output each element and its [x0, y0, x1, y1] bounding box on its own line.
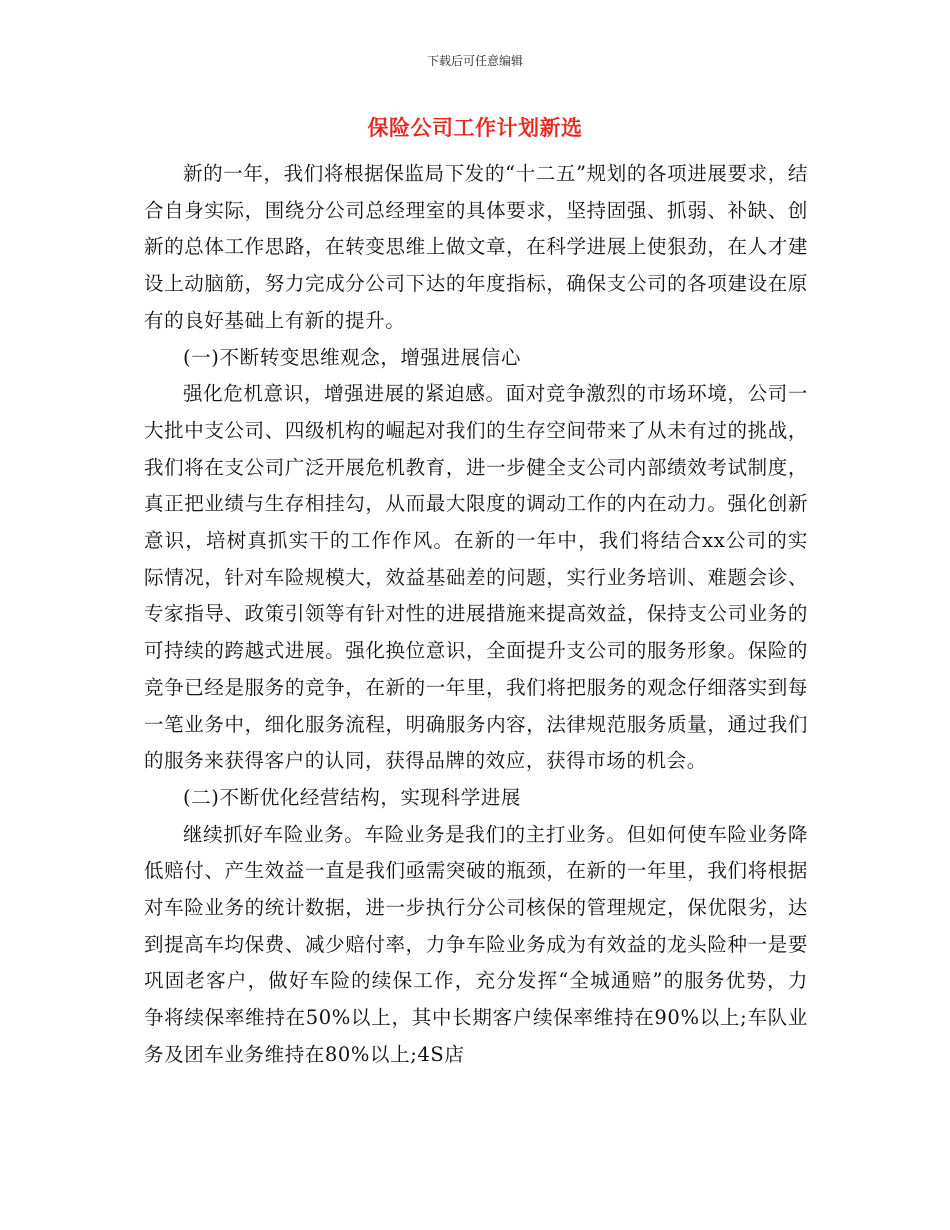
paragraph-section-1: 强化危机意识，增强进展的紧迫感。面对竞争激烈的市场环境，公司一大批中支公司、四级机构的崛起对我们的生存空间带来了从未有过的挑战，我们将在支公司广泛开展危机教育，进一步健全支公司内部绩效考试制度，真正把业绩与生存相挂勾，从而最大限度的调动工作的内在动力。强化创新意识，培树真抓实干的工作作风。在新的一年中，我们将结合xx公司的实际情况，针对车险规模大，效益基础差的问题，实行业务培训、难题会诊、专家指导、政策引领等有针对性的进展措施来提高效益，保持支公司业务的可持续的跨越式进展。强化换位意识，全面提升支公司的服务形象。保险的竞争已经是服务的竞争，在新的一年里，我们将把服务的观念仔细落实到每一笔业务中，细化服务流程，明确服务内容，法律规范服务质量，通过我们的服务来获得客户的认同，获得品牌的效应，获得市场的机会。 [144, 382, 808, 773]
section-heading-1: (一)不断转变思维观念，增强进展信心 [183, 345, 522, 369]
paragraph-intro: 新的一年，我们将根据保监局下发的“十二五”规划的各项进展要求，结合自身实际，围绕分公司总经理室的具体要求，坚持固强、抓弱、补缺、创新的总体工作思路，在转变思维上做文章，在科学进展上使狠劲，在人才建设上动脑筋，努力完成分公司下达的年度指标，确保支公司的各项建设在原有的良好基础上有新的提升。 [144, 162, 808, 332]
document-body [144, 156, 808, 1074]
section-heading-2: (二)不断优化经营结构，实现科学进展 [183, 785, 522, 809]
header-note: 下载后可任意编辑 [426, 54, 523, 68]
paragraph-section-2: 继续抓好车险业务。车险业务是我们的主打业务。但如何使车险业务降低赔付、产生效益一直是我们亟需突破的瓶颈，在新的一年里，我们将根据对车险业务的统计数据，进一步执行分公司核保的管理规定，保优限劣，达到提高车均保费、减少赔付率，力争车险业务成为有效益的龙头险种一是要巩固老客户，做好车险的续保工作，充分发挥“全城通赔”的服务优势，力争将续保率维持在50%以上，其中长期客户续保率维持在90%以上;车队业务及团车业务维持在80%以上;4S店 [144, 822, 808, 1066]
document-title: 保险公司工作计划新选 [367, 115, 583, 140]
